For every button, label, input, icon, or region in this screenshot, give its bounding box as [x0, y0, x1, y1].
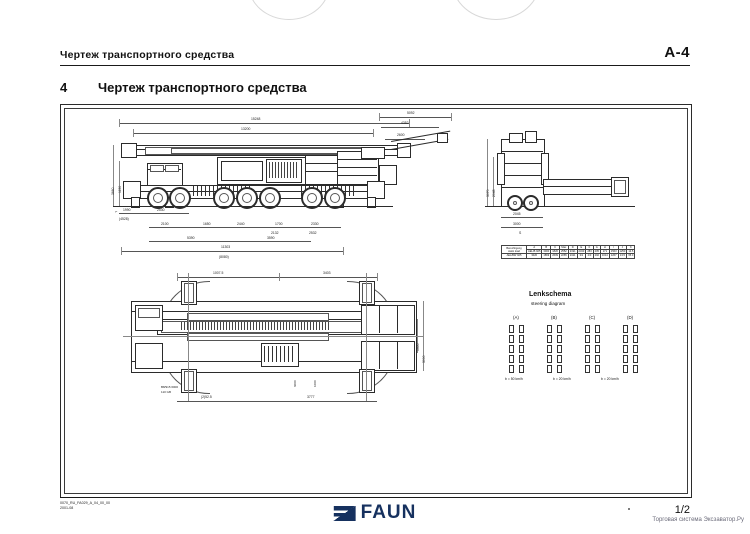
scan-speck: [628, 508, 630, 510]
table-head-cell: G: [593, 246, 600, 250]
header-title: Чертеж транспортного средства: [60, 49, 235, 61]
page-number: 1/2: [674, 504, 690, 516]
table-cell: 1563: [610, 250, 617, 254]
table-head-cell: B: [542, 246, 551, 250]
section-title: Чертеж транспортного средства: [98, 80, 307, 95]
table-cell: 12.5: [628, 250, 634, 254]
table-cell: 1820: [552, 250, 558, 254]
table-head-cell: A: [527, 246, 542, 250]
table-head-cell: Max: [561, 246, 567, 249]
section-heading: [60, 80, 690, 95]
table-head-cell: C: [551, 246, 560, 250]
page-footer: [60, 497, 690, 523]
faun-logo-text: FAUN: [360, 502, 417, 523]
steering-col-d: (D): [627, 315, 634, 320]
table-cell: 3020: [527, 254, 542, 258]
table-cell: AEL/BW 925: [502, 254, 527, 258]
table-head-cell: E: [577, 246, 586, 250]
table-cell: 3/1: [577, 254, 586, 258]
table-cell: 2265: [560, 254, 567, 258]
table-head-cell: K: [627, 246, 635, 250]
table-cell: 2609: [552, 254, 558, 258]
doc-code-text: 0070_RU_FA029_A_04_00_00: [60, 501, 110, 505]
page-header: [60, 44, 690, 66]
table-cell: 171: [600, 250, 609, 254]
table-cell: 1869: [543, 254, 550, 258]
table-head-cell: D: [568, 246, 577, 250]
table-head-cell: I: [609, 246, 618, 250]
table-cell: 1250: [619, 250, 626, 254]
steering-title: Lenkschema: [529, 291, 572, 298]
steering-col-c: (C): [589, 315, 596, 320]
section-number: 4: [60, 80, 68, 95]
table-cell: 205: [594, 250, 599, 254]
steering-col-b: (B): [551, 315, 557, 320]
axle-load-table: [501, 245, 635, 259]
steering-note-b: b = 20 km/h: [553, 377, 571, 381]
table-cell: 292: [594, 254, 599, 258]
table-head-cell: H: [600, 246, 609, 250]
table-cell: 2552: [560, 250, 567, 254]
scan-artifact-arc: [248, 0, 330, 20]
table-cell: 65.0: [628, 254, 634, 258]
steering-note-c: b = 20 km/h: [601, 377, 619, 381]
table-cell: 2343: [578, 250, 585, 254]
table-cell: 283: [587, 250, 592, 254]
table-cell: 13.5: [619, 254, 625, 258]
table-cell: 2411: [569, 254, 576, 258]
footer-doc-code: [60, 501, 110, 512]
doc-date-text: 2001-08: [60, 506, 74, 511]
table-cell: AEL/B 925: [528, 250, 541, 254]
technical-drawing-frame: 15248 13200 5092 4352 2600 3660 1150 1990 (4528) 2530 2100 1650 2440 1700 2330 2132 2532 5390 3590 11303 (8080) ⌐ 3070 2045 2045 3000 S Berechtigung static load A B C Max D E F G H I J K AEL/B 925 3000 1820 2552 2191 2343 283 205 171 1563 1250 12.5 AEL/BW 925 3020 1869 2609 2265 2411 3/1 2/3 292 1614 1267 13.5 65.0 1007.5 3403 3000 1500 (2)52.5 3777 B8/915 6000 110 GB 6000 1000 Lenkschema steering diagram (A) (B) (C) (D) b = 50 km/h b = 20 km/h b = 20 km/h: [60, 104, 692, 498]
steering-note-a: b = 50 km/h: [505, 377, 523, 381]
table-row: [502, 254, 635, 258]
faun-logo-icon: [334, 506, 356, 521]
table-head-cell: J: [618, 246, 627, 250]
table-cell: 2191: [569, 250, 576, 254]
table-cell: 1267: [610, 254, 617, 258]
table-head-cell: F: [586, 246, 593, 250]
table-cell: 1614: [601, 254, 608, 258]
table-cell: 2/3: [587, 254, 592, 258]
scan-artifact-arc: [452, 0, 540, 20]
table-cell: 3000: [543, 250, 550, 254]
table-caption-row: Berechtigung static load A B C Max D E F G H I J K: [502, 246, 635, 250]
header-code: A-4: [664, 44, 690, 61]
faun-logo: [334, 502, 417, 524]
steering-col-a: (A): [513, 315, 519, 320]
watermark-text: Торговая система Эксзаватор.Ру: [652, 517, 744, 523]
steering-subtitle: steering diagram: [531, 301, 566, 306]
